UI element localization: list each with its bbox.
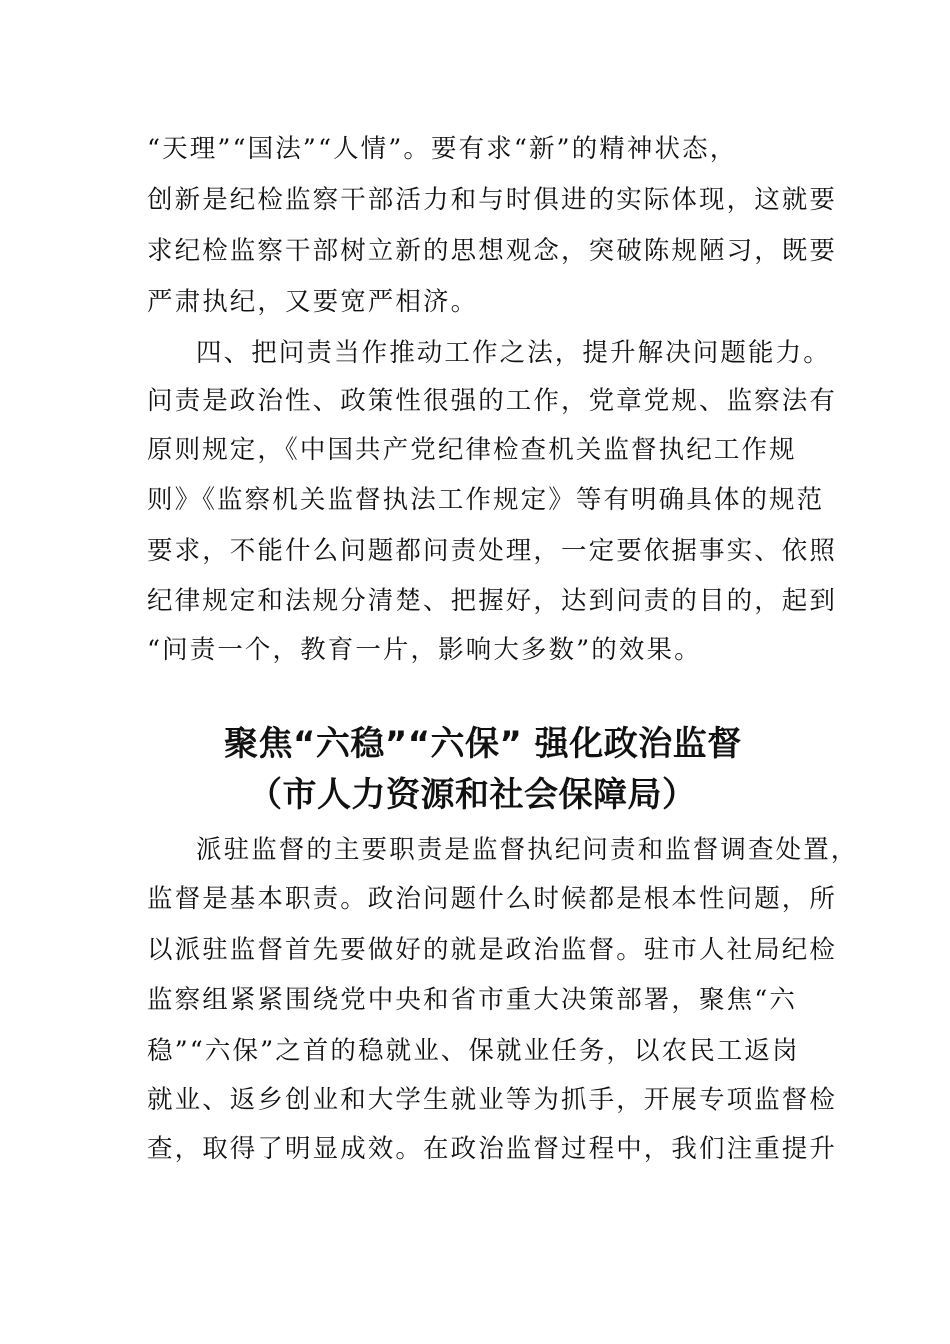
body-text-line: 创新是纪检监察干部活力和与时俱进的实际体现，这就要 [147, 185, 838, 215]
body-text-line: 监察组紧紧围绕党中央和省市重大决策部署，聚焦“六 [147, 985, 797, 1015]
body-text-line: 要求，不能什么问题都问责处理，一定要依据事实、依照 [147, 536, 838, 566]
body-text-line: “问责一个，教育一片，影响大多数”的效果。 [147, 635, 702, 665]
body-text-line: 纪律规定和法规分清楚、把握好，达到问责的目的，起到 [147, 586, 838, 616]
body-text-line: 问责是政治性、政策性很强的工作，党章党规、监察法有 [147, 386, 838, 416]
body-text-line: 原则规定，《中国共产党纪律检查机关监督执纪工作规 [147, 435, 797, 465]
body-text-line: 查，取得了明显成效。在政治监督过程中，我们注重提升 [147, 1134, 838, 1164]
body-text-line: 求纪检监察干部树立新的思想观念，突破陈规陋习，既要 [147, 236, 838, 266]
body-text-line: 稳”“六保”之首的稳就业、保就业任务，以农民工返岗 [147, 1036, 800, 1066]
body-text-line: “天理”“国法”“人情”。要有求“新”的精神状态， [147, 134, 738, 164]
article-title: 聚焦“六稳”“六保” 强化政治监督 [224, 724, 742, 764]
body-text-line: 派驻监督的主要职责是监督执纪问责和监督调查处置， [196, 835, 859, 865]
section-heading-line: 四、把问责当作推动工作之法，提升解决问题能力。 [196, 338, 831, 368]
body-text-line: 以派驻监督首先要做好的就是政治监督。驻市人社局纪检 [147, 935, 838, 965]
body-text-line: 监督是基本职责。政治问题什么时候都是根本性问题，所 [147, 884, 838, 914]
body-text-line: 就业、返乡创业和大学生就业等为抓手，开展专项监督检 [147, 1085, 838, 1115]
article-subtitle: （市人力资源和社会保障局） [248, 775, 697, 815]
body-text-line: 则》《监察机关监督执法工作规定》等有明确具体的规范 [147, 485, 825, 515]
body-text-line: 严肃执纪，又要宽严相济。 [147, 287, 479, 317]
